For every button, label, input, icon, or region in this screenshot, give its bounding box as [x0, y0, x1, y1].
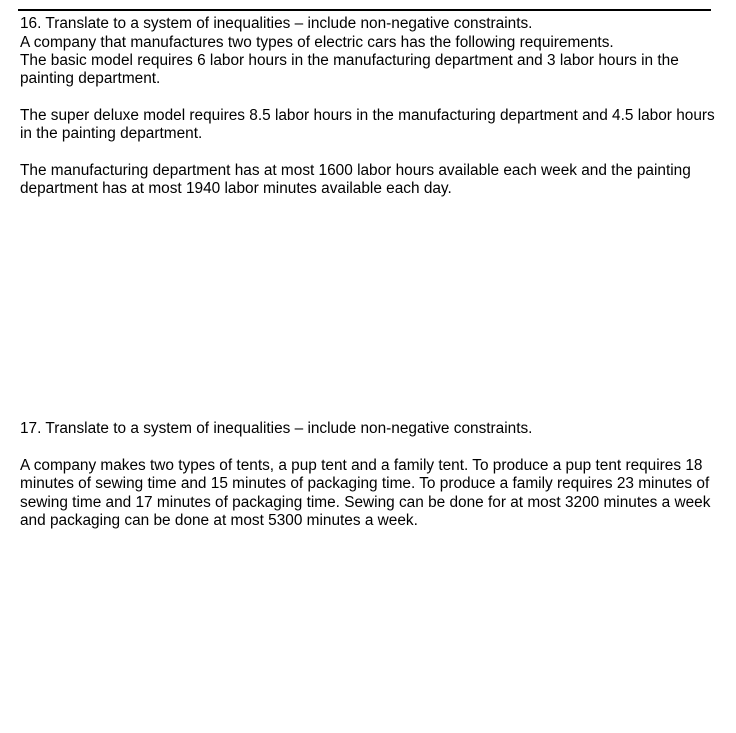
problem-17-heading: 17. Translate to a system of inequalities – include non-negative constraints.: [20, 420, 533, 437]
problem-16-availability: The manufacturing department has at most 1600 labor hours available each week and the painting department has at most 1940 labor minutes available each day.: [20, 162, 691, 198]
top-divider: [18, 9, 711, 11]
problem-16-heading: 16. Translate to a system of inequalities – include non-negative constraints.: [20, 15, 533, 32]
problem-16-basic-model: The basic model requires 6 labor hours in the manufacturing department and 3 labor hours in the painting department.: [20, 52, 679, 88]
problem-17-body: A company makes two types of tents, a pup tent and a family tent. To produce a pup tent requires 18 minutes of sewing time and 15 minutes of packaging time. To produce a family requires 23 minutes of sewing time and 17 minutes of packaging time. Sewing can be done for at most 3200 minutes a week and packaging can be done at most 5300 minutes a week.: [20, 457, 711, 530]
problem-16-intro: A company that manufactures two types of electric cars has the following requirements.: [20, 34, 614, 51]
problem-16-super-deluxe-model: The super deluxe model requires 8.5 labor hours in the manufacturing department and 4.5 labor hours in the painting department.: [20, 107, 715, 143]
